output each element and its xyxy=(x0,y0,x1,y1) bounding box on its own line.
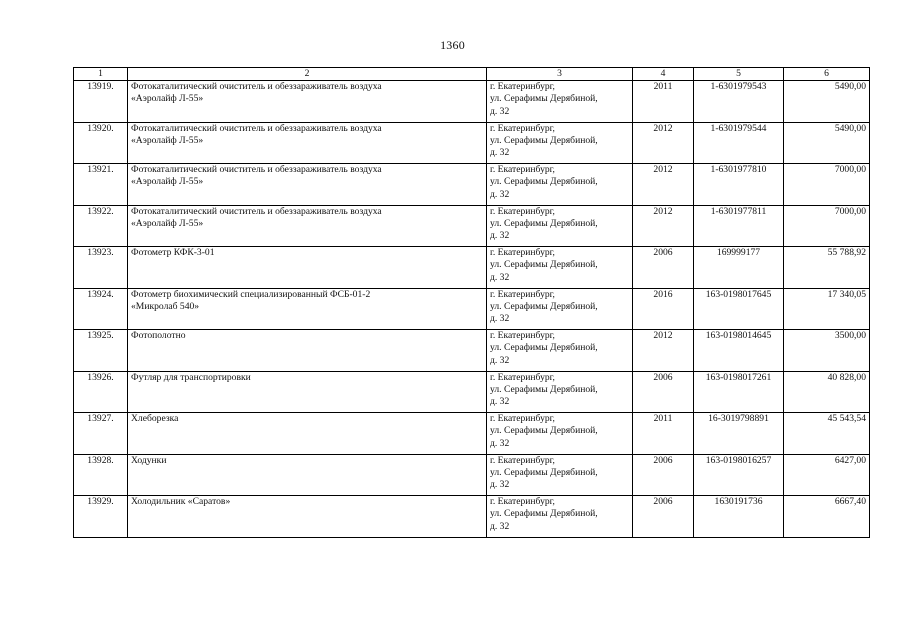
inventory-number-cell: 163-0198017261 xyxy=(694,371,784,413)
row-number-cell: 13927. xyxy=(74,413,128,455)
address-line: ул. Серафимы Дерябиной, xyxy=(490,383,598,395)
item-name-line: Фотометр КФК-3-01 xyxy=(131,247,215,258)
cost-cell: 40 828,00 xyxy=(784,371,870,413)
year-cell: 2006 xyxy=(633,371,694,413)
table-row xyxy=(74,288,870,330)
address-line: ул. Серафимы Дерябиной, xyxy=(490,425,598,437)
address-cell xyxy=(487,81,633,123)
inventory-number-cell: 1630191736 xyxy=(694,496,784,538)
item-name-line: «Аэролайф Л-55» xyxy=(131,176,204,188)
item-name-line: Холодильник «Саратов» xyxy=(131,496,231,507)
table-row xyxy=(74,247,870,289)
address-line: ул. Серафимы Дерябиной, xyxy=(490,176,598,188)
page-number: 1360 xyxy=(440,38,465,52)
address-cell xyxy=(487,288,633,330)
row-number-cell: 13920. xyxy=(74,122,128,164)
item-name-cell xyxy=(128,454,487,496)
address-line: г. Екатеринбург, xyxy=(490,413,555,424)
year-cell: 2012 xyxy=(633,122,694,164)
inventory-number-cell: 1-6301977811 xyxy=(694,205,784,247)
column-header: 3 xyxy=(487,68,633,81)
address-line: д. 32 xyxy=(490,271,510,283)
address-line: ул. Серафимы Дерябиной, xyxy=(490,300,598,312)
item-name-line: Фотополотно xyxy=(131,330,186,341)
row-number-cell: 13924. xyxy=(74,288,128,330)
inventory-number-cell: 16-3019798891 xyxy=(694,413,784,455)
cost-cell: 5490,00 xyxy=(784,122,870,164)
item-name-cell xyxy=(128,205,487,247)
table-header-row xyxy=(74,68,870,81)
item-name-line: «Аэролайф Л-55» xyxy=(131,93,204,105)
property-registry-table xyxy=(73,67,870,538)
address-line: г. Екатеринбург, xyxy=(490,164,555,175)
address-cell xyxy=(487,330,633,372)
table-row xyxy=(74,330,870,372)
year-cell: 2011 xyxy=(633,81,694,123)
year-cell: 2006 xyxy=(633,247,694,289)
table-row xyxy=(74,81,870,123)
address-cell xyxy=(487,371,633,413)
column-header: 4 xyxy=(633,68,694,81)
item-name-cell xyxy=(128,330,487,372)
item-name-cell xyxy=(128,122,487,164)
cost-cell: 5490,00 xyxy=(784,81,870,123)
cost-cell: 6667,40 xyxy=(784,496,870,538)
address-line: ул. Серафимы Дерябиной, xyxy=(490,466,598,478)
cost-cell: 6427,00 xyxy=(784,454,870,496)
item-name-cell xyxy=(128,81,487,123)
item-name-cell xyxy=(128,496,487,538)
item-name-cell xyxy=(128,247,487,289)
address-line: г. Екатеринбург, xyxy=(490,288,555,300)
item-name-line: Фотокаталитический очиститель и обеззараживатель воздуха xyxy=(131,81,382,92)
table-row xyxy=(74,496,870,538)
address-line: г. Екатеринбург, xyxy=(490,371,555,383)
item-name-cell xyxy=(128,371,487,413)
address-cell xyxy=(487,413,633,455)
item-name-line: Фотокаталитический очиститель и обеззараживатель воздуха xyxy=(131,164,382,175)
address-line: д. 32 xyxy=(490,396,510,408)
column-header: 1 xyxy=(74,68,128,81)
cost-cell: 7000,00 xyxy=(784,164,870,206)
item-name-cell xyxy=(128,413,487,455)
address-line: д. 32 xyxy=(490,230,510,242)
column-header: 5 xyxy=(694,68,784,81)
column-header: 2 xyxy=(128,68,487,81)
cost-cell: 17 340,05 xyxy=(784,288,870,330)
year-cell: 2016 xyxy=(633,288,694,330)
address-line: ул. Серафимы Дерябиной, xyxy=(490,134,598,146)
year-cell: 2012 xyxy=(633,164,694,206)
address-cell xyxy=(487,122,633,164)
address-cell xyxy=(487,496,633,538)
item-name-line: Фотометр биохимический специализированный ФСБ-01-2 xyxy=(131,288,371,300)
cost-cell: 45 543,54 xyxy=(784,413,870,455)
address-line: ул. Серафимы Дерябиной, xyxy=(490,93,598,105)
table-row xyxy=(74,164,870,206)
row-number-cell: 13929. xyxy=(74,496,128,538)
row-number-cell: 13925. xyxy=(74,330,128,372)
row-number-cell: 13928. xyxy=(74,454,128,496)
inventory-number-cell: 163-0198016257 xyxy=(694,454,784,496)
row-number-cell: 13926. xyxy=(74,371,128,413)
inventory-number-cell: 163-0198017645 xyxy=(694,288,784,330)
item-name-line: Футляр для транспортировки xyxy=(131,371,251,383)
address-line: ул. Серафимы Дерябиной, xyxy=(490,259,598,271)
address-line: г. Екатеринбург, xyxy=(490,205,555,217)
inventory-number-cell: 163-0198014645 xyxy=(694,330,784,372)
address-line: г. Екатеринбург, xyxy=(490,330,555,341)
column-header: 6 xyxy=(784,68,870,81)
item-name-cell xyxy=(128,288,487,330)
year-cell: 2012 xyxy=(633,205,694,247)
table-row xyxy=(74,371,870,413)
address-line: ул. Серафимы Дерябиной, xyxy=(490,342,598,354)
item-name-line: Фотокаталитический очиститель и обеззараживатель воздуха xyxy=(131,122,382,134)
table-row xyxy=(74,454,870,496)
address-line: д. 32 xyxy=(490,188,510,200)
item-name-line: Ходунки xyxy=(131,454,167,466)
row-number-cell: 13919. xyxy=(74,81,128,123)
cost-cell: 7000,00 xyxy=(784,205,870,247)
inventory-number-cell: 1-6301977810 xyxy=(694,164,784,206)
item-name-line: Хлеборезка xyxy=(131,413,179,424)
address-line: д. 32 xyxy=(490,520,510,532)
row-number-cell: 13921. xyxy=(74,164,128,206)
inventory-number-cell: 1-6301979544 xyxy=(694,122,784,164)
item-name-line: «Микролаб 540» xyxy=(131,300,200,312)
address-line: г. Екатеринбург, xyxy=(490,122,555,134)
year-cell: 2006 xyxy=(633,496,694,538)
address-line: ул. Серафимы Дерябиной, xyxy=(490,508,598,520)
address-line: г. Екатеринбург, xyxy=(490,81,555,92)
item-name-line: Фотокаталитический очиститель и обеззараживатель воздуха xyxy=(131,205,382,217)
address-line: г. Екатеринбург, xyxy=(490,496,555,507)
address-line: д. 32 xyxy=(490,437,510,449)
item-name-cell xyxy=(128,164,487,206)
table-row xyxy=(74,122,870,164)
item-name-line: «Аэролайф Л-55» xyxy=(131,217,204,229)
table-body xyxy=(74,81,870,538)
year-cell: 2011 xyxy=(633,413,694,455)
inventory-number-cell: 169999177 xyxy=(694,247,784,289)
address-cell xyxy=(487,247,633,289)
address-line: д. 32 xyxy=(490,479,510,491)
address-cell xyxy=(487,164,633,206)
cost-cell: 55 788,92 xyxy=(784,247,870,289)
cost-cell: 3500,00 xyxy=(784,330,870,372)
address-line: д. 32 xyxy=(490,105,510,117)
address-line: г. Екатеринбург, xyxy=(490,454,555,466)
row-number-cell: 13922. xyxy=(74,205,128,247)
year-cell: 2006 xyxy=(633,454,694,496)
address-line: ул. Серафимы Дерябиной, xyxy=(490,217,598,229)
table-row xyxy=(74,413,870,455)
year-cell: 2012 xyxy=(633,330,694,372)
address-line: д. 32 xyxy=(490,147,510,159)
address-cell xyxy=(487,205,633,247)
inventory-number-cell: 1-6301979543 xyxy=(694,81,784,123)
address-line: д. 32 xyxy=(490,313,510,325)
address-cell xyxy=(487,454,633,496)
address-line: г. Екатеринбург, xyxy=(490,247,555,258)
table-row xyxy=(74,205,870,247)
row-number-cell: 13923. xyxy=(74,247,128,289)
address-line: д. 32 xyxy=(490,354,510,366)
item-name-line: «Аэролайф Л-55» xyxy=(131,134,204,146)
